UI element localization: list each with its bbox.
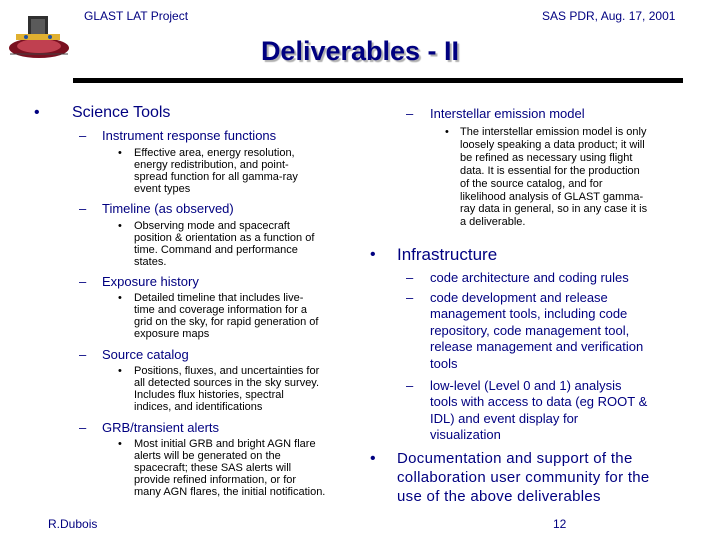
item-detail-alerts: Most initial GRB and bright AGN flare alerts will be generated on the spacecraft; these SAS alerts will provide refined information, or for many AGN flares, the initial notification.	[134, 438, 326, 498]
sub-bullet-glyph: •	[118, 365, 122, 377]
item-detail-exposure: Detailed timeline that includes live- time and coverage information for a grid on the sky, for rapid generation of exposure maps	[134, 292, 319, 340]
item-detail-catalog: Positions, fluxes, and uncertainties for all detected sources in the sky survey. Includes flux histories, spectral indices, and identifications	[134, 365, 320, 413]
sub-bullet-glyph: •	[445, 126, 449, 138]
page-number: 12	[553, 517, 567, 531]
sub-bullet-glyph: •	[118, 292, 122, 304]
event-label: SAS PDR, Aug. 17, 2001	[542, 9, 676, 23]
title-rule	[73, 78, 683, 83]
item-label-irf: Instrument response functions	[102, 128, 277, 143]
item-label-timeline: Timeline (as observed)	[102, 201, 234, 216]
sub-bullet-glyph: •	[118, 438, 122, 450]
author-label: R.Dubois	[48, 517, 98, 531]
item-label-alerts: GRB/transient alerts	[102, 420, 220, 435]
infrastructure-heading: Infrastructure	[397, 245, 498, 264]
item-detail-timeline: Observing mode and spacecraft position & orientation as a function of time. Command and performance states.	[134, 220, 315, 268]
dash-glyph: –	[79, 201, 87, 216]
dash-glyph: –	[406, 378, 414, 393]
infra-item-1: code architecture and coding rules	[430, 270, 629, 285]
bullet-glyph: •	[34, 104, 40, 121]
infra-item-3: low-level (Level 0 and 1) analysis tools with access to data (eg ROOT & IDL) and event display for visualization	[430, 378, 648, 443]
sub-bullet-glyph: •	[118, 220, 122, 232]
dash-glyph: –	[79, 128, 87, 143]
dash-glyph: –	[406, 290, 414, 305]
dash-glyph: –	[79, 347, 87, 362]
dash-glyph: –	[406, 270, 414, 285]
item-detail-irf: Effective area, energy resolution, energy redistribution, and point- spread function for all gamma-ray event types	[134, 147, 298, 195]
interstellar-label: Interstellar emission model	[430, 106, 585, 121]
interstellar-detail: The interstellar emission model is only loosely speaking a data product; it will be refined as necessary using flight data. It is essential for the production of the source catalog, and for likelihood analysis of GLAST gamma- ray data in general, so in any case it is a deliverable.	[460, 126, 648, 229]
science-tools-heading: Science Tools	[72, 104, 171, 121]
dash-glyph: –	[406, 106, 414, 121]
bullet-glyph: •	[370, 450, 376, 467]
documentation-text: Documentation and support of the collaboration user community for the use of the above deliverables	[397, 450, 650, 505]
dash-glyph: –	[79, 274, 87, 289]
sub-bullet-glyph: •	[118, 147, 122, 159]
bullet-glyph: •	[370, 246, 376, 263]
item-label-exposure: Exposure history	[102, 274, 199, 289]
infra-item-2: code development and release management tools, including code repository, code management tool, release management and verification tools	[430, 290, 644, 371]
page-title: Deliverables - II	[260, 36, 460, 66]
dash-glyph: –	[79, 420, 87, 435]
item-label-catalog: Source catalog	[102, 347, 189, 362]
project-label: GLAST LAT Project	[84, 9, 189, 23]
